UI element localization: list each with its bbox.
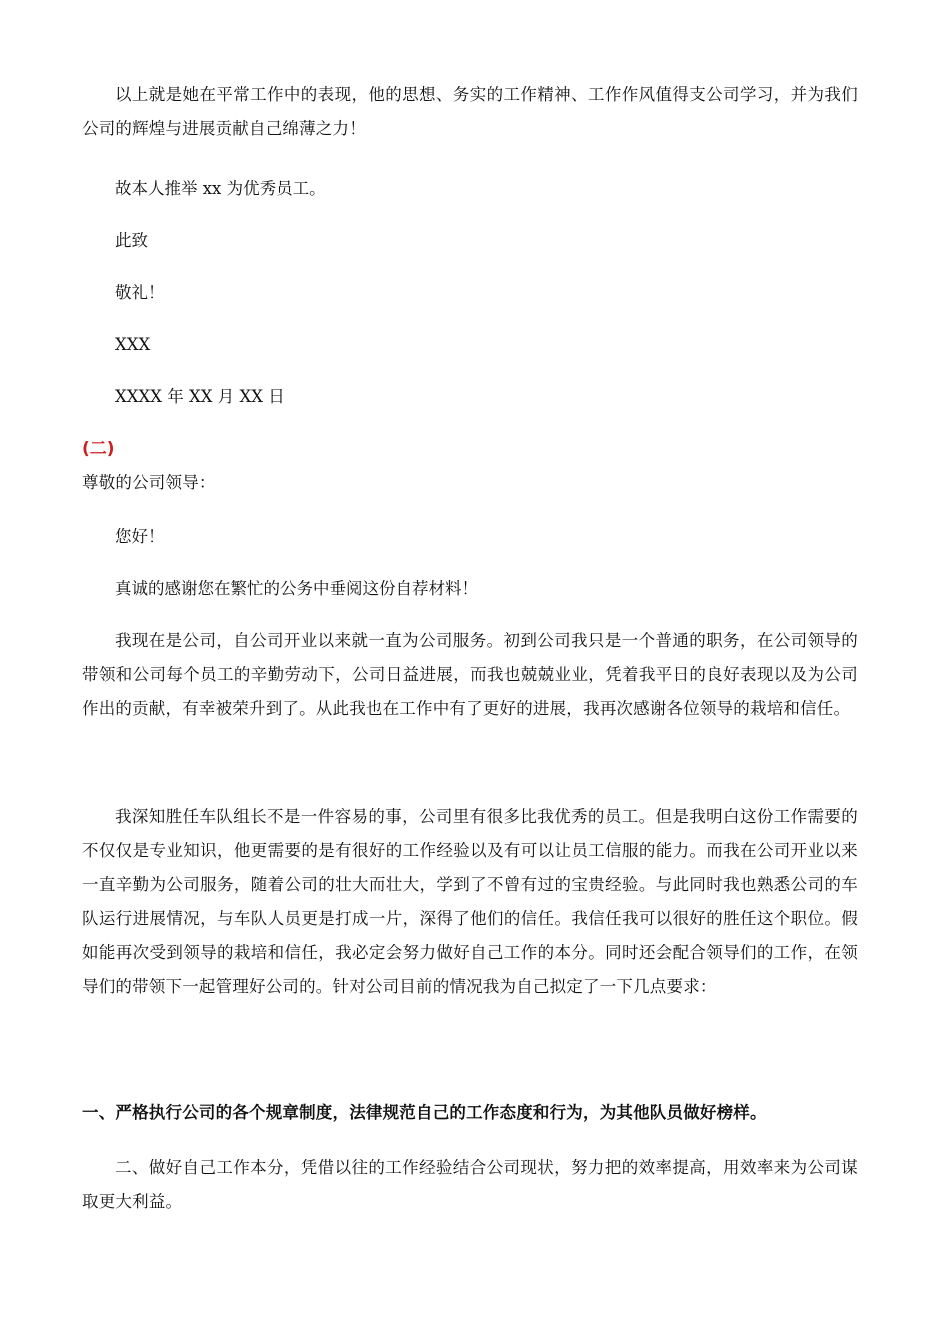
paragraph-qualification: 我深知胜任车队组长不是一件容易的事，公司里有很多比我优秀的员工。但是我明白这份工作需要的不仅仅是专业知识，他更需要的是有很好的工作经验以及有可以让员工信服的能力。而我在公司开业以来一直辛勤为公司服务，随着公司的壮大而壮大，学到了不曾有过的宝贵经验。与此同时我也熟悉公司的车队运行进展情况，与车队人员更是打成一片，深得了他们的信任。我信任我可以很好的胜任这个职位。假如能再次受到领导的栽培和信任，我必定会努力做好自己工作的本分。同时还会配合领导们的工作，在领导们的带领下一起管理好公司的。针对公司目前的情况我为自己拟定了一下几点要求： bbox=[82, 807, 858, 996]
paragraph-conclusion: 以上就是她在平常工作中的表现，他的思想、务实的工作精神、工作作风值得支公司学习，并为我们公司的辉煌与进展贡献自己绵薄之力！ bbox=[82, 85, 858, 138]
closing-salutation: 此致 bbox=[115, 231, 148, 250]
letter-salutation: 尊敬的公司领导： bbox=[82, 473, 216, 492]
requirement-point-2: 二、做好自己工作本分，凭借以往的工作经验结合公司现状，努力把的效率提高，用效率来为公司谋取更大利益。 bbox=[82, 1158, 858, 1211]
section-heading: (二) bbox=[82, 439, 115, 459]
requirement-point-1: 一、严格执行公司的各个规章制度，法律规范自己的工作态度和行为，为其他队员做好榜样。 bbox=[82, 1103, 767, 1122]
closing-regards: 敬礼！ bbox=[115, 283, 165, 302]
letter-greeting: 您好！ bbox=[115, 527, 165, 546]
signature-name: XXX bbox=[115, 335, 151, 354]
paragraph-recommendation: 故本人推举 xx 为优秀员工。 bbox=[115, 179, 326, 198]
paragraph-intro: 我现在是公司，自公司开业以来就一直为公司服务。初到公司我只是一个普通的职务，在公司领导的带领和公司每个员工的辛勤劳动下，公司日益进展，而我也兢兢业业，凭着我平日的良好表现以及为公司作出的贡献，有幸被荣升到了。从此我也在工作中有了更好的进展，我再次感谢各位领导的栽培和信任。 bbox=[82, 631, 858, 718]
letter-thanks: 真诚的感谢您在繁忙的公务中垂阅这份自荐材料！ bbox=[115, 579, 478, 598]
signature-date: XXXX 年 XX 月 XX 日 bbox=[115, 387, 285, 406]
